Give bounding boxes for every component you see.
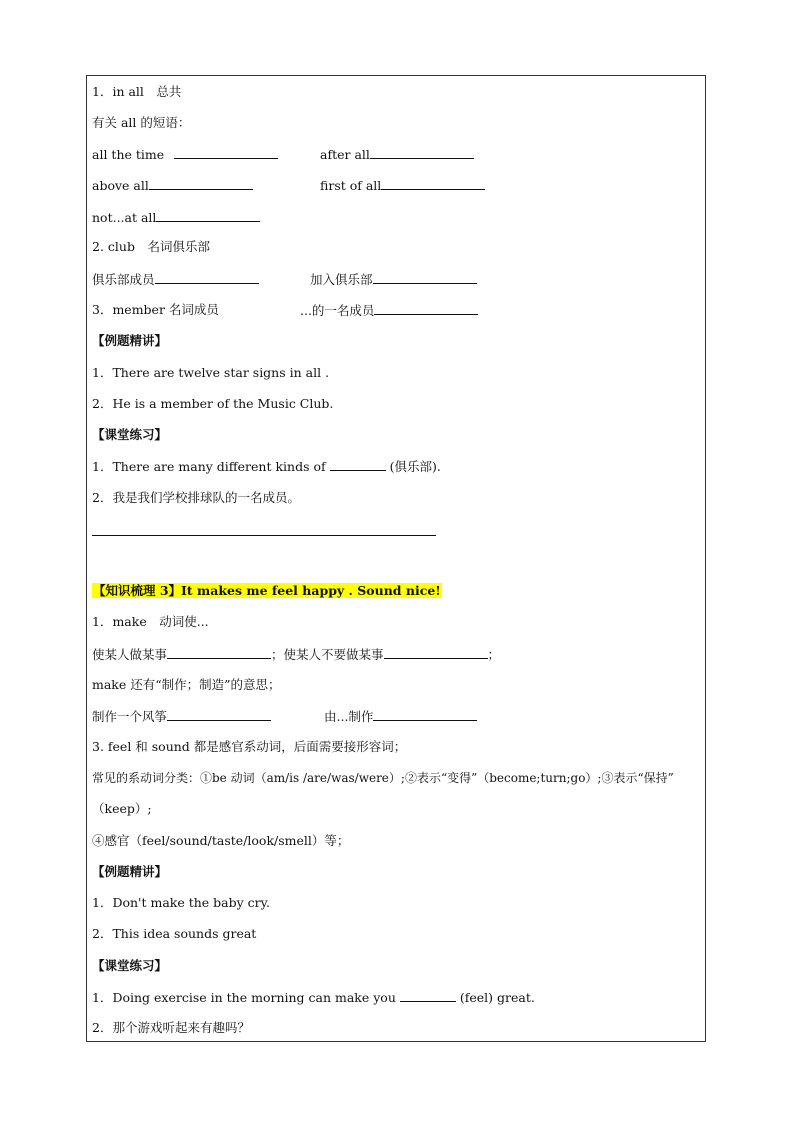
separator: ； xyxy=(487,647,501,662)
separator: ； xyxy=(271,647,284,662)
knowledge-title-3 xyxy=(92,583,442,599)
answer-blank[interactable] xyxy=(167,646,271,659)
make-phrases xyxy=(92,646,500,663)
feel-heading: 3. feel 和 sound 都是感官系动词，后面需要接形容词； xyxy=(92,739,407,754)
answer-blank[interactable] xyxy=(400,989,456,1002)
linking-verbs-senses: ④感官（feel/sound/taste/look/smell）等； xyxy=(92,833,350,848)
answer-blank[interactable] xyxy=(374,302,478,315)
answer-blank[interactable] xyxy=(149,177,253,190)
question-text: 1．Doing exercise in the morning can make you xyxy=(92,990,400,1005)
phrase-above-all xyxy=(92,177,253,194)
linking-verbs-categories: 常见的系动词分类：①be 动词（am/is /are/was/were）;②表示“变得”（become;turn;go）;③表示“保持” xyxy=(92,771,674,785)
phrase-label: after all xyxy=(320,147,370,162)
question-hint: (俱乐部). xyxy=(385,459,441,474)
example-title: 【例题精讲】 xyxy=(92,864,168,879)
phrase-label: 由...制作 xyxy=(324,709,374,724)
phrase-not-at-all xyxy=(92,209,260,226)
linking-verbs-keep: （keep）; xyxy=(92,801,152,816)
member-heading: 3．member 名词成员 xyxy=(92,302,219,317)
question-text: 1．There are many different kinds of xyxy=(92,459,330,474)
make-heading: 1．make 动词使... xyxy=(92,614,209,629)
answer-blank[interactable] xyxy=(370,146,474,159)
practice-question-1 xyxy=(92,458,441,475)
phrase-label: first of all xyxy=(320,178,382,193)
example-sentence-1: 1．There are twelve star signs in all . xyxy=(92,365,330,380)
answer-blank[interactable] xyxy=(384,646,488,659)
answer-blank[interactable] xyxy=(373,708,477,721)
phrase-made-from xyxy=(324,708,477,725)
practice-question-2: 2．那个游戏听起来有趣吗？ xyxy=(92,1020,250,1035)
phrase-member-of xyxy=(300,302,478,319)
practice-question-1 xyxy=(92,989,535,1006)
highlighted-heading: 【知识梳理 3】It makes me feel happy . Sound nice! xyxy=(93,583,441,598)
answer-blank[interactable] xyxy=(174,146,278,159)
phrase-label: all the time xyxy=(92,147,165,162)
question-hint: (feel) great. xyxy=(455,990,535,1005)
phrase-join-club xyxy=(310,271,477,288)
answer-blank[interactable] xyxy=(155,271,259,284)
phrase-label: ...的一名成员 xyxy=(300,303,375,318)
phrase-label: 使某人不要做某事 xyxy=(283,647,384,662)
phrases-title: 有关 all 的短语： xyxy=(92,115,191,130)
phrase-make-kite xyxy=(92,708,271,725)
answer-line[interactable] xyxy=(92,535,436,536)
example-sentence-1: 1．Don't make the baby cry. xyxy=(92,895,271,910)
phrase-all-the-time xyxy=(92,146,278,163)
phrase-label: above all xyxy=(92,178,149,193)
example-sentence-2: 2．This idea sounds great xyxy=(92,926,257,941)
practice-question-2: 2．我是我们学校排球队的一名成员。 xyxy=(92,490,300,505)
phrase-label: 加入俱乐部 xyxy=(310,272,373,287)
example-title: 【例题精讲】 xyxy=(92,333,168,348)
answer-blank[interactable] xyxy=(167,708,271,721)
phrase-label: not...at all xyxy=(92,210,157,225)
answer-blank[interactable] xyxy=(373,271,477,284)
answer-blank[interactable] xyxy=(156,209,260,222)
phrase-label: 使某人做某事 xyxy=(92,647,168,662)
phrase-label: 俱乐部成员 xyxy=(92,272,155,287)
practice-title: 【课堂练习】 xyxy=(92,427,168,442)
phrase-label: 制作一个风筝 xyxy=(92,709,168,724)
phrase-after-all xyxy=(320,146,474,163)
phrase-club-member xyxy=(92,271,259,288)
practice-title: 【课堂练习】 xyxy=(92,958,168,973)
answer-blank[interactable] xyxy=(381,177,485,190)
make-note: make 还有“制作；制造”的意思； xyxy=(92,677,281,692)
phrase-first-of-all xyxy=(320,177,485,194)
in-all-heading: 1．in all 总共 xyxy=(92,84,182,99)
club-heading: 2. club 名词俱乐部 xyxy=(92,239,210,254)
example-sentence-2: 2．He is a member of the Music Club. xyxy=(92,396,334,411)
answer-blank[interactable] xyxy=(330,458,386,471)
